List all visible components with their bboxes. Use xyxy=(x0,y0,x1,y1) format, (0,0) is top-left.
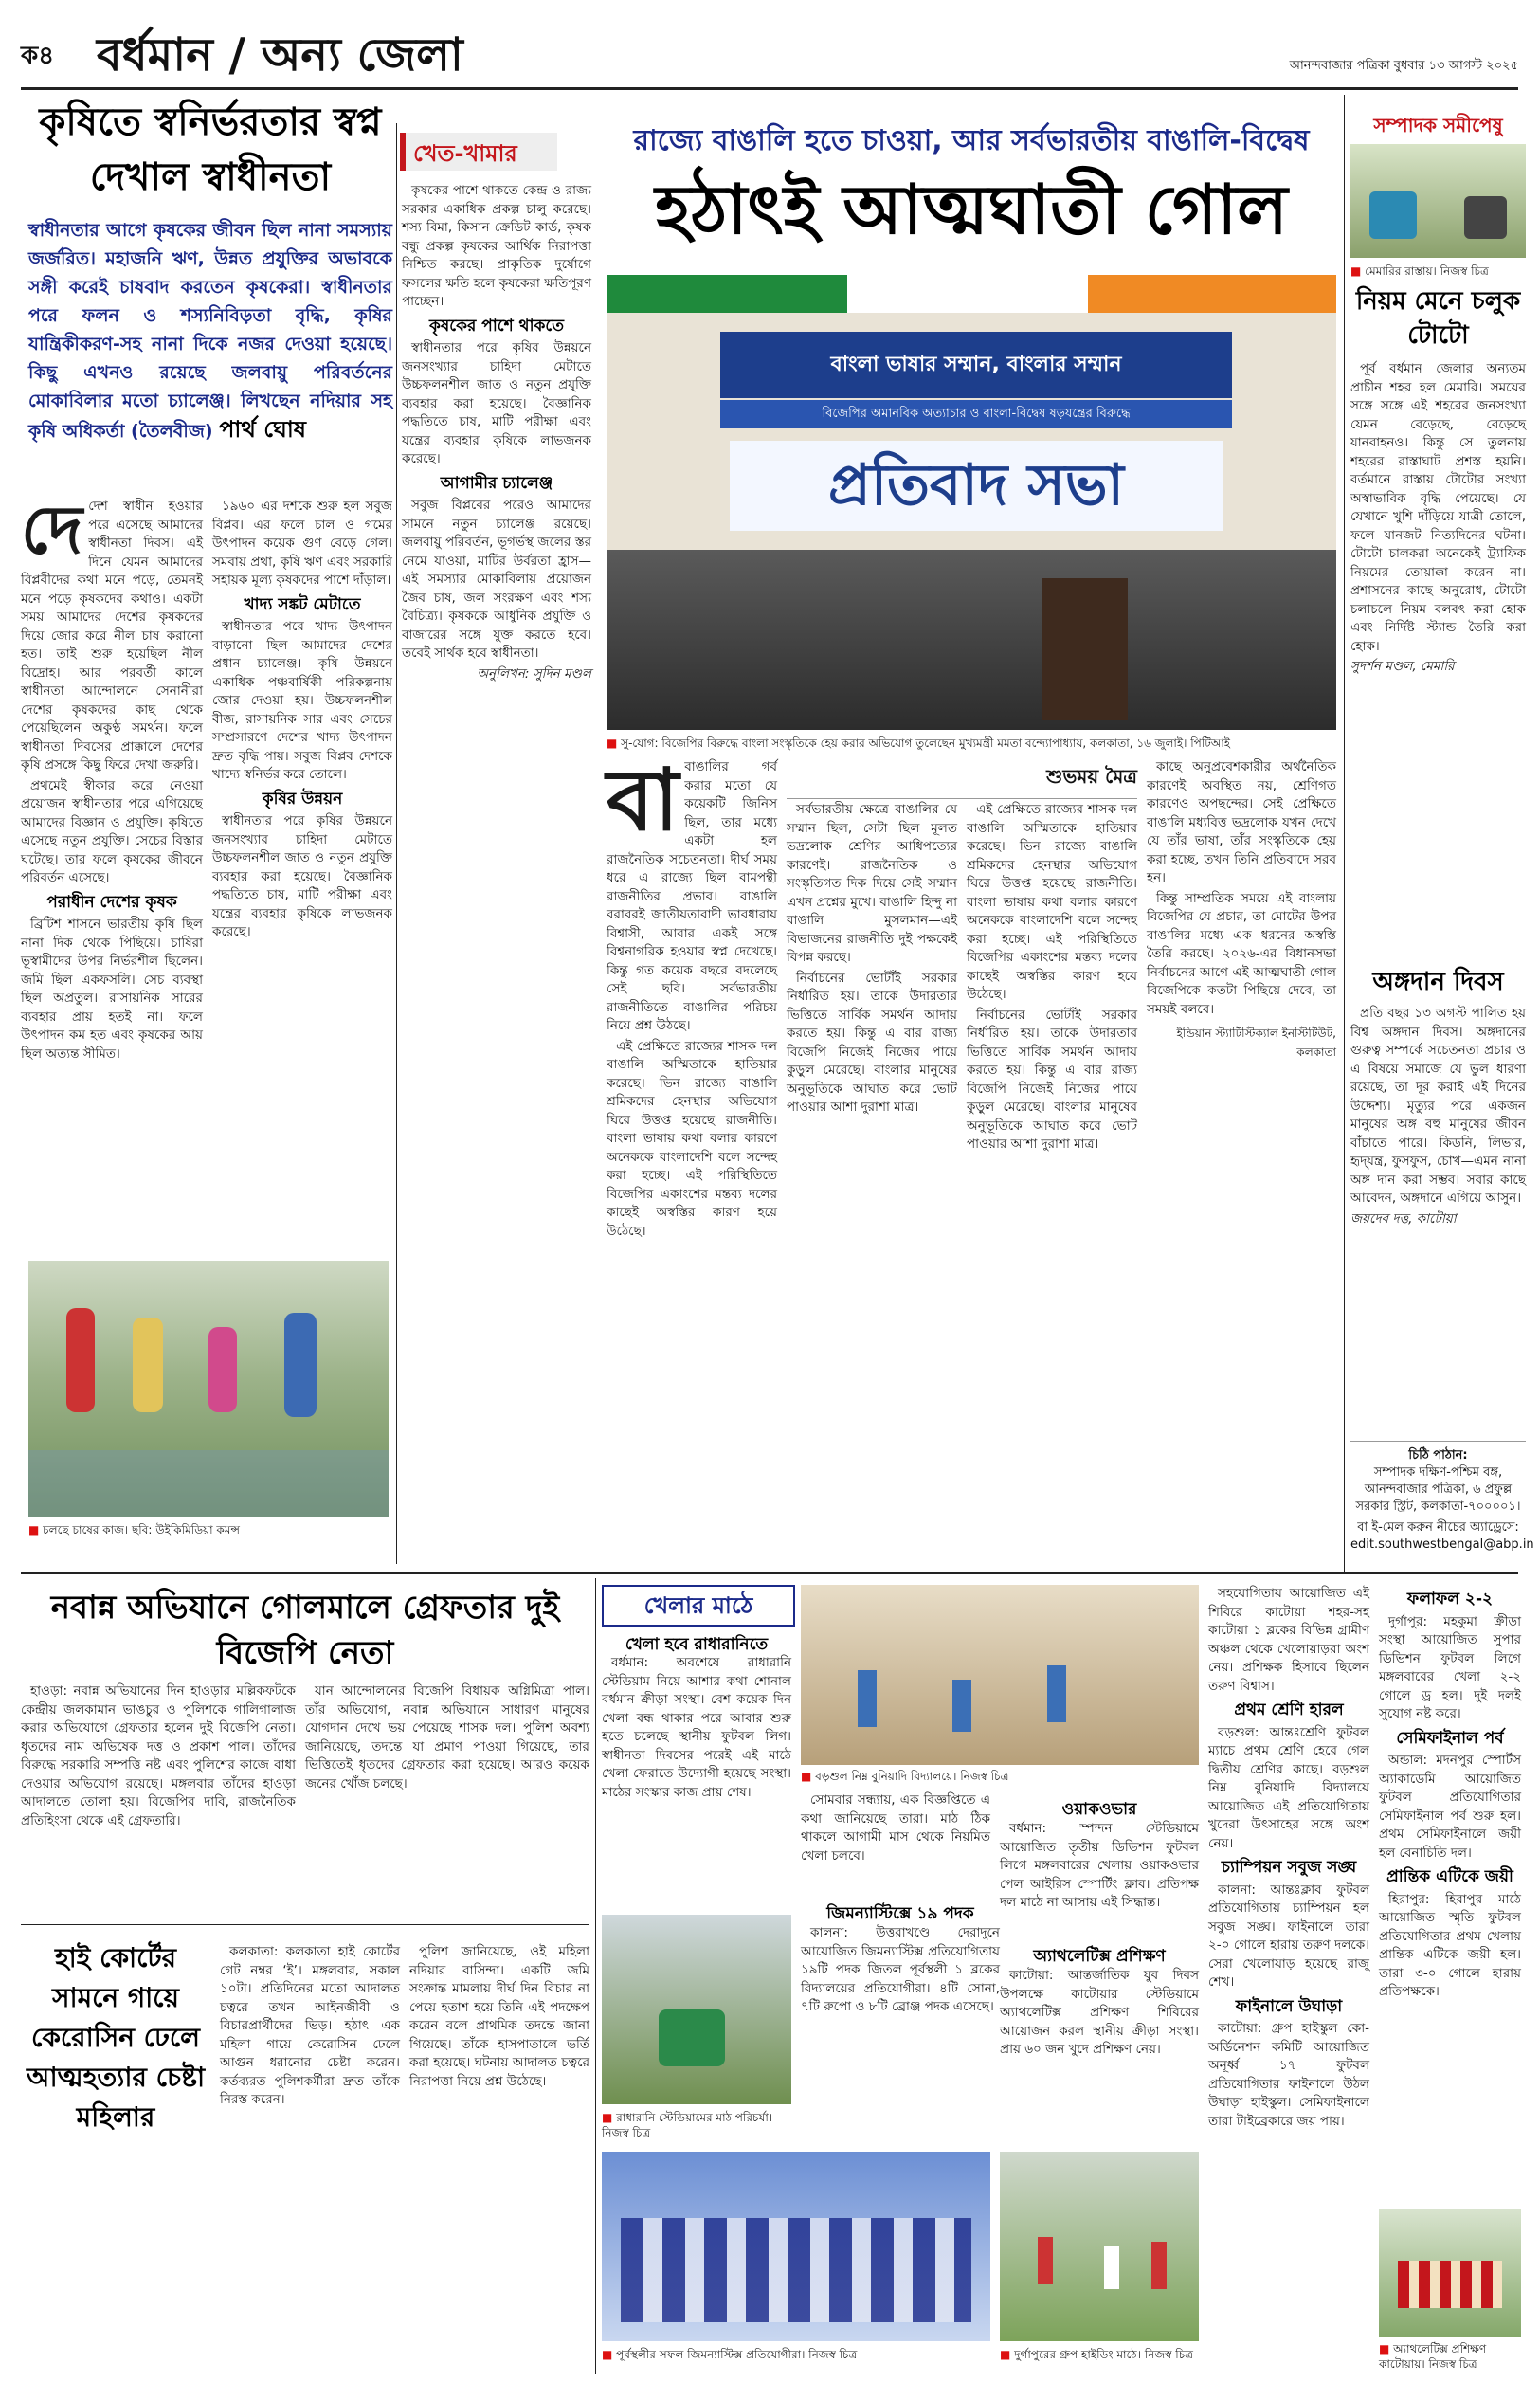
sidebar-rule xyxy=(1344,95,1345,1573)
school-football-photo xyxy=(801,1585,1199,1765)
athletics-caption: ■ অ্যাথলেটিক্স প্রশিক্ষণ কাটোয়ায়। নিজস্ব চিত্র xyxy=(1379,2341,1521,2372)
top-story-kicker: রাজ্যে বাঙালি হতে চাওয়া, আর সর্বভারতীয় বাঙালি-বিদ্বেষ xyxy=(633,124,1310,157)
sports-sub6: চ্যাম্পিয়ন সবুজ সঙ্ঘ xyxy=(1221,1858,1357,1877)
sports-col1: বর্ধমান: অবশেষে রাধারানি স্টেডিয়াম নিয়ে আশার কথা শোনাল বর্ধমান ক্রীড়া সংস্থা। বেশ কয়েক দিন খেলা বন্ধ থাকার পরে আবার শুরু হতে চলেছে স্থানীয় ফুটবল লিগ। স্বাধীনতা দিবসের পরেই এই মাঠে খেলা ফেরাতে উদ্যোগী হয়েছে সংস্থা। মাঠের সংস্কার কাজ প্রায় শেষ। xyxy=(602,1655,791,1800)
gymnastics-caption: ■ পূর্বস্থলীর সফল জিমন্যাস্টিক্স প্রতিযোগীরা। নিজস্ব চিত্র xyxy=(602,2347,990,2362)
sub-khadyo: খাদ্য সঙ্কট মেটাতে xyxy=(244,594,361,614)
banner-sub: বিজেপির অমানবিক অত্যাচার ও বাংলা-বিদ্বেষ ষড়যন্ত্রের বিরুদ্ধে xyxy=(720,400,1232,428)
address-body: সম্পাদক দক্ষিণ-পশ্চিম বঙ্গ, আনন্দবাজার পত্রিকা, ৬ প্রফুল্ল সরকার স্ট্রিট, কলকাতা-৭০০০০১। xyxy=(1355,1465,1521,1514)
top-story-author: শুভময় মৈত্র xyxy=(787,763,1137,799)
kerosene-col1: কলকাতা: কলকাতা হাই কোর্টের গেট নম্বর ‘ই’। মঙ্গলবার, সকাল ১০টা। প্রতিদিনের মতো আদালত চত্বরে তখন আইনজীবী ও বিচারপ্রার্থীদের ভিড়। হঠাৎ এক মহিলা গায়ে কেরোসিন ঢেলে আগুন ধরানোর চেষ্টা করেন। কর্তব্যরত পুলিশকর্মীরা দ্রুত তাঁকে নিরস্ত করেন। xyxy=(220,1944,400,2107)
column-label: খেত-খামার xyxy=(400,133,557,171)
sports-sub3: ওয়াকওভার xyxy=(1061,1800,1137,1819)
stadium-photo xyxy=(602,1915,791,2104)
letter1-body: পূর্ব বর্ধমান জেলার অন্যতম প্রাচীন শহর হল মেমারি। সময়ের সঙ্গে সঙ্গে এই শহরের জনসংখ্যা যেমন বেড়েছে, বেড়েছে যানবাহনও। কিন্তু সে তুলনায় শহরের রাস্তাঘাট প্রশস্ত হয়নি। বর্তমানে রাস্তায় টোটোর সংখ্যা অস্বাভাবিক বৃদ্ধি পেয়েছে। যে যেখানে খুশি দাঁড়িয়ে যাত্রী তোলে, ফলে যানজট নিত্যদিনের ঘটনা। টোটো চালকরা অনেকেই ট্র্যাফিক নিয়মের তোয়াক্কা করেন না। প্রশাসনের কাছে অনুরোধ, টোটো চলাচলে নিয়ম বলবৎ করা হোক এবং নির্দিষ্ট স্ট্যান্ড তৈরি করা হোক। সুদর্শন মণ্ডল, মেমারি xyxy=(1350,360,1526,677)
sports-col2: সোমবার সন্ধ্যায়, এক বিজ্ঞপ্তিতে এ কথা জানিয়েছে তারা। মাঠ ঠিক থাকলে আগামী মাস থেকে নিয়মিত খেলা চলবে। xyxy=(801,1792,990,1864)
mid-rule xyxy=(21,1572,1518,1574)
sports-sub7: ফাইনালে উঘাড়া xyxy=(1235,1996,1343,2016)
section-title: বর্ধমান / অন্য জেলা xyxy=(97,28,463,82)
toto-caption: ■ মেমারির রাস্তায়। নিজস্ব চিত্র xyxy=(1350,264,1526,279)
top-story-headline: হঠাৎই আত্মঘাতী গোল xyxy=(655,169,1288,249)
paper-date: আনন্দবাজার পত্রিকা বুধবার ১৩ আগস্ট ২০২৫ xyxy=(1289,59,1518,73)
arrest-col1: হাওড়া: নবান্ন অভিযানের দিন হাওড়ার মল্লিকফটকে কেন্দ্রীয় জলকামান ভাঙচুর ও পুলিশকে গালিগালাজ করার অভিযোগে গ্রেফতার হলেন দুই বিজেপি নেতা। ধৃতদের নাম অভিষেক দত্ত ও প্রকাশ পাল। তাঁদের বিরুদ্ধে সরকারি সম্পত্তি নষ্ট এবং পুলিশের কাজে বাধা দেওয়ার অভিযোগ রয়েছে। মঙ্গলবার তাঁদের হাওড়া আদালতে তোলা হয়। বিজেপির দাবি, রাজনৈতিক প্রতিহিংসা থেকে এই গ্রেফতারি। xyxy=(21,1683,296,1828)
banner-main: প্রতিবাদ সভা xyxy=(730,441,1223,531)
durgapur-caption: ■ দুর্গাপুরের গ্রুপ হাইডিং মাঠে। নিজস্ব চিত্র xyxy=(1000,2347,1199,2362)
lead-body-col1: দেদেশ স্বাধীন হওয়ার পরে এসেছে আমাদের স্বাধীনতা দিবস। এই দিনে যেমন আমাদের বিপ্লবীদের কথা মনে পড়ে, তেমনই মনে পড়ে কৃষকদের কথাও। একটা সময় আমাদের দেশের কৃষকদের দিয়ে জোর করে নীল চাষ করানো হত। তাই শুরু হয়েছিল নীল বিদ্রোহ। আর পরবর্তী কালে স্বাধীনতা আন্দোলনে সেনানীরা দেশের কৃষকদের কাছ থেকে পেয়েছিলেন অকুণ্ঠ সমর্থন। ফলে স্বাধীনতা দিবসের প্রাক্কালে দেশের কৃষি প্রসঙ্গে কিছু ফিরে দেখা জরুরি। প্রথমেই স্বীকার করে নেওয়া প্রয়োজন স্বাধীনতার পরে এগিয়েছে আমাদের বিজ্ঞান ও প্রযুক্তি। কৃষিতে এসেছে নতুন প্রযুক্তি। সেচের বিস্তার ঘটেছে। তার ফলে কৃষকের জীবনে পরিবর্তন এসেছে। পরাধীন দেশের কৃষক ব্রিটিশ শাসনে ভারতীয় কৃষি ছিল নানা দিক থেকে পিছিয়ে। চাষিরা ভূস্বামীদের উপর নির্ভরশীল ছিলেন। জমি ছিল একফসলি। সেচ ব্যবস্থা ছিল অপ্রতুল। রাসায়নিক সারের ব্যবহার প্রায় হতই না। ফলে উৎপাদন কম হত এবং কৃষকের আয় ছিল অত্যন্ত সীমিত। xyxy=(21,490,203,1062)
sports-col5: ফলাফল ২-২ দুর্গাপুর: মহকুমা ক্রীড়া সংস্থা আয়োজিত সুপার ডিভিশন ফুটবল লিগে মঙ্গলবারের খেলা ২-২ গোলে ড্র হল। দুই দলই সুযোগ নষ্ট করে। সেমিফাইনাল পর্ব অন্ডাল: মদনপুর স্পোর্টস অ্যাকাডেমি আয়োজিত ফুটবল প্রতিযোগিতার সেমিফাইনাল পর্ব শুরু হল। প্রথম সেমিফাইনালে জয়ী হল বেনাচিতি দল। প্রান্তিক এটিকে জয়ী হিরাপুর: হিরাপুর মাঠে আয়োজিত স্মৃতি ফুটবল প্রতিযোগিতার প্রথম খেলায় প্রান্তিক এটিকে জয়ী হল। তারা ৩-০ গোলে হারায় প্রতিপক্ষকে। xyxy=(1379,1590,1521,1999)
address-box xyxy=(1350,1441,1534,1554)
sports-col5-sub3: প্রান্তিক এটিকে জয়ী xyxy=(1386,1867,1513,1886)
sports-col5-sub2: সেমিফাইনাল পর্ব xyxy=(1396,1728,1504,1748)
gymnastics-photo xyxy=(602,2152,990,2341)
letter1-sign: সুদর্শন মণ্ডল, মেমারি xyxy=(1350,659,1455,674)
letter2-sign: জয়দেব দত্ত, কাটোয়া xyxy=(1350,1210,1457,1227)
durgapur-photo xyxy=(1000,2152,1199,2341)
masthead-rule xyxy=(21,87,1518,90)
sub-krishi-unnayan: কৃষির উন্নয়ন xyxy=(262,789,343,809)
address-title: চিঠি পাঠান: xyxy=(1408,1448,1468,1463)
sports-col3b: কাটোয়া: আন্তর্জাতিক যুব দিবস উপলক্ষে কাটোয়ার স্টেডিয়ামে অ্যাথলেটিক্স প্রশিক্ষণ শিবিরের আয়োজন করল স্থানীয় ক্রীড়া সংস্থা। প্রায় ৬০ জন খুদে প্রশিক্ষণ নেয়। xyxy=(1000,1968,1199,2057)
lead-author: পার্থ ঘোষ xyxy=(219,416,307,443)
sports-label: খেলার মাঠে xyxy=(602,1585,795,1627)
letter2-title: অঙ্গদান দিবস xyxy=(1372,968,1504,996)
lead-headline: কৃষিতে স্বনির্ভরতার স্বপ্ন দেখাল স্বাধীনতা xyxy=(39,100,382,199)
top-story-col2: সর্বভারতীয় ক্ষেত্রে বাঙালির যে সম্মান ছিল, সেটা ছিল মূলত ভদ্রলোক শ্রেণির আধিপত্যের কারণেই। রাজনৈতিক ও সংস্কৃতিগত দিক দিয়ে সেই সম্মান এখন প্রশ্নের মুখে। বাঙালি হিন্দু না বাঙালি মুসলমান—এই বিভাজনের রাজনীতি দুই পক্ষকেই বিপন্ন করছে। নির্বাচনের ভোটাঁই সরকার নির্ধারিত হয়। তাকে উদারতার ভিত্তিতে সার্বিক সমর্থন আদায় করতে হয়। কিন্তু এ বার রাজ্য বিজেপি নিজেই নিজের পায়ে কুড়ুল মেরেছে। বাংলার মানুষের অনুভূতিকে আঘাত করে ভোট পাওয়ার আশা দুরাশা মাত্র। xyxy=(787,802,957,1115)
kerosene-col2: পুলিশ জানিয়েছে, ওই মহিলা নদিয়ার বাসিন্দা। একটি জমি সংক্রান্ত মামলায় দীর্ঘ দিন বিচার না পেয়ে হতাশ হয়ে তিনি এই পদক্ষেপ করেন বলে প্রাথমিক তদন্তে জানা গিয়েছে। তাঁকে হাসপাতালে ভর্তি করা হয়েছে। ঘটনায় আদালত চত্বরে নিরাপত্তা নিয়ে প্রশ্ন উঠেছে। xyxy=(409,1944,589,2089)
sub-paradhin: পরাধীন দেশের কৃষক xyxy=(46,892,177,912)
rally-caption: ■ সু-যোগ: বিজেপির বিরুদ্ধে বাংলা সংস্কৃতিকে হেয় করার অভিযোগ তুলেছেন মুখ্যমন্ত্রী মমতা বন্দ্যোপাধ্যায়, কলকাতা, ১৬ জুলাই। পিটিআই xyxy=(607,736,1336,751)
school-football-caption: ■ বড়শুল নিম্ন বুনিয়াদি বিদ্যালয়ে। নিজস্ব চিত্র xyxy=(801,1769,1199,1784)
top-story-col1: বাবাঙালির গর্ব করার মতো যে কয়েকটি জিনিস ছিল, তার মধ্যে একটা হল রাজনৈতিক সচেতনতা। দীর্ঘ সময় ধরে এ রাজ্যে ছিল বামপন্থী রাজনীতির প্রভাব। বাঙালি বরাবরই জাতীয়তাবাদী ভাবধারায় বিশ্বাসী, আবার একই সঙ্গে বিশ্বনাগরিক হওয়ার স্বপ্ন দেখেছে। কিন্তু গত কয়েক বছরে বদলেছে সেই ছবি। সর্বভারতীয় রাজনীতিতে বাঙালির পরিচয় নিয়ে প্রশ্ন উঠছে। এই প্রেক্ষিতে রাজ্যের শাসক দল বাঙালি অস্মিতাকে হাতিয়ার করেছে। ভিন রাজ্যে বাঙালি শ্রমিকদের হেনস্থার অভিযোগ ঘিরে উত্তপ্ত হয়েছে রাজনীতি। বাংলা ভাষায় কথা বলার কারণে অনেককে বাংলাদেশি বলে সন্দেহ করা হচ্ছে। এই পরিস্থিতিতে বিজেপির একাংশের মন্তব্য দলের কাছেই অস্বস্তির কারণ হয়ে উঠেছে। xyxy=(607,750,777,1239)
sports-col4: সহযোগিতায় আয়োজিত এই শিবিরে কাটোয়া শহর-সহ কাটোয়া ১ ব্লকের বিভিন্ন গ্রামীণ অঞ্চল থেকে খেলোয়াড়রা অংশ নেয়। প্রশিক্ষক হিসাবে ছিলেন তরুণ বিশ্বাস। প্রথম শ্রেণি হারল বড়শুল: আন্তঃশ্রেণি ফুটবল ম্যাচে প্রথম শ্রেণি হেরে গেল দ্বিতীয় শ্রেণির কাছে। বড়শুল নিম্ন বুনিয়াদি বিদ্যালয়ে আয়োজিত এই প্রতিযোগিতায় খুদেরা উৎসাহের সঙ্গে অংশ নেয়। চ্যাম্পিয়ন সবুজ সঙ্ঘ কালনা: আন্তঃক্লাব ফুটবল প্রতিযোগিতায় চ্যাম্পিয়ন হল সবুজ সঙ্ঘ। ফাইনালে তারা ২-০ গোলে হারায় তরুণ দলকে। সেরা খেলোয়াড় হয়েছে রাজু শেখ। ফাইনালে উঘাড়া কাটোয়া: গ্রুপ হাইস্কুল কো-অর্ডিনেশন কমিটি আয়োজিত অনূর্ধ্ব ১৭ ফুটবল প্রতিযোগিতার ফাইনালে উঠল উঘাড়া হাইস্কুল। সেমিফাইনালে তারা টাইব্রেকারে জয় পায়। xyxy=(1208,1586,1369,2129)
bl-rule xyxy=(21,1924,589,1925)
lead-intro: স্বাধীনতার আগে কৃষকের জীবন ছিল নানা সমস্যায় জর্জরিত। মহাজনি ঋণ, উন্নত প্রযুক্তির অভাবকে সঙ্গী করেই চাষবাদ করতেন কৃষকেরা। স্বাধীনতার পরে ফলন ও শস্যনিবিড়তা বৃদ্ধি, কৃষির যান্ত্রিকীকরণ-সহ নানা দিকে নজর দেওয়া হয়েছে। কিছু এখনও রয়েছে জলবায়ু পরিবর্তনের মোকাবিলার মতো চ্যালেঞ্জ। লিখছেন নদিয়ার সহ কৃষি অধিকর্তা (তৈলবীজ) পার্থ ঘোষ xyxy=(28,220,392,443)
paddy-caption: ■ চলছে চাষের কাজ। ছবি: উইকিমিডিয়া কমন্স xyxy=(28,1522,389,1537)
lead-body-col2: ১৯৬০ এর দশকে শুরু হল সবুজ বিপ্লব। এর ফলে চাল ও গমের উৎপাদন কয়েক গুণ বেড়ে গেল। সমবায় প্রথা, কৃষি ঋণ এবং সরকারি সহায়ক মূল্য কৃষকদের পাশে দাঁড়াল। খাদ্য সঙ্কট মেটাতে স্বাধীনতার পরে খাদ্য উৎপাদন বাড়ানো ছিল আমাদের দেশের প্রধান চ্যালেঞ্জ। কৃষি উন্নয়নে একাধিক পঞ্চবার্ষিকী পরিকল্পনায় জোর দেওয়া হয়। উচ্চফলনশীল বীজ, রাসায়নিক সার এবং সেচের সম্প্রসারণে দেশের খাদ্য উৎপাদন দ্রুত বৃদ্ধি পায়। সবুজ বিপ্লব দেশকে খাদ্যে স্বনির্ভর করে তোলে। কৃষির উন্নয়ন স্বাধীনতার পরে কৃষির উন্নয়নে জনসংখ্যার চাহিদা মেটাতে উচ্চফলনশীল জাত ও নতুন প্রযুক্তি ব্যবহার করা হয়েছে। বৈজ্ঞানিক পদ্ধতিতে চাষ, মাটি পরীক্ষা এবং যন্ত্রের ব্যবহার কৃষিকে লাভজনক করেছে। xyxy=(212,499,392,939)
sports-col3a: বর্ধমান: স্পন্দন স্টেডিয়ামে আয়োজিত তৃতীয় ডিভিশন ফুটবল লিগে মঙ্গলবারের খেলায় ওয়াকওভার পেল আইরিস স্পোর্টিং ক্লাব। প্রতিপক্ষ দল মাঠে না আসায় এই সিদ্ধান্ত। xyxy=(1000,1821,1199,1910)
sports-rule xyxy=(595,1578,596,2374)
sports-sub4: অ্যাথলেটিক্স প্রশিক্ষণ xyxy=(1033,1947,1166,1966)
banner-top: বাংলা ভাষার সম্মান, বাংলার সম্মান xyxy=(720,332,1232,398)
arrest-headline: নবান্ন অভিযানে গোলমালে গ্রেফতার দুই বিজেপি নেতা xyxy=(50,1589,560,1672)
top-story-col3: এই প্রেক্ষিতে রাজ্যের শাসক দল বাঙালি অস্মিতাকে হাতিয়ার করেছে। ভিন রাজ্যে বাঙালি শ্রমিকদের হেনস্থার অভিযোগ ঘিরে উত্তপ্ত হয়েছে রাজনীতি। বাংলা ভাষায় কথা বলার কারণে অনেককে বাংলাদেশি বলে সন্দেহ করা হচ্ছে। এই পরিস্থিতিতে বিজেপির একাংশের মন্তব্য দলের কাছেই অস্বস্তির কারণ হয়ে উঠেছে। নির্বাচনের ভোটাঁই সরকার নির্ধারিত হয়। তাকে উদারতার ভিত্তিতে সার্বিক সমর্থন আদায় করতে হয়। কিন্তু এ বার রাজ্য বিজেপি নিজেই নিজের পায়ে কুড়ুল মেরেছে। বাংলার মানুষের অনুভূতিকে আঘাত করে ভোট পাওয়ার আশা দুরাশা মাত্র। xyxy=(967,802,1137,1152)
top-story-col4: কাছে অনুপ্রবেশকারীর অর্থনৈতিক কারণেই অবস্থিত নয়, শ্রেণিগত কারণেও অপছন্দের। সেই প্রেক্ষিতে বাঙালি মধ্যবিত্ত ভদ্রলোক যখন দেখে যে তাঁর ভাষা, তাঁর সংস্কৃতিকে হেয় করা হচ্ছে, তখন তিনি প্রতিবাদে সরব হন। কিন্তু সাম্প্রতিক সময়ে এই বাংলায় বিজেপির যে প্রচার, তা মোটের উপর বাঙালির মধ্যে এক ধরনের অস্বস্তি তৈরি করছে। ২০২৬-এর বিধানসভা নির্বাচনের আগে এই আত্মঘাতী গোল বিজেপিকে কতটা পিছিয়ে দেবে, তা সময়ই বলবে। ইন্ডিয়ান স্ট্যাটিস্টিক্যাল ইনস্টিটিউট, কলকাতা xyxy=(1147,758,1336,1062)
author-affiliation: ইন্ডিয়ান স্ট্যাটিস্টিক্যাল ইনস্টিটিউট, কলকাতা xyxy=(1176,1027,1336,1059)
sports-col2b: কালনা: উত্তরাখণ্ডে দেরাদুনে আয়োজিত জিমন্যাস্টিক্স প্রতিযোগিতায় ১৯টি পদক জিতল পূর্বস্থলী ১ ব্লকের বিদ্যালয়ের প্রতিযোগীরা। ৪টি সোনা, ৭টি রুপো ও ৮টি ব্রোঞ্জ পদক এসেছে। xyxy=(801,1925,1000,2014)
kerosene-headline: হাই কোর্টের সামনে গায়ে কেরোসিন ঢেলে আত্মহত্যার চেষ্টা মহিলার xyxy=(26,1942,206,2133)
letter2-body: প্রতি বছর ১৩ অগস্ট পালিত হয় বিশ্ব অঙ্গদান দিবস। অঙ্গদানের গুরুত্ব সম্পর্কে সচেতনতা প্রচার ও এ বিষয়ে সমাজে যে ভুল ধারণা রয়েছে, তা দূর করাই এই দিনের উদ্দেশ্য। মৃত্যুর পরে একজন মানুষের অঙ্গ বহু মানুষের জীবন বাঁচাতে পারে। কিডনি, লিভার, হৃদ্‌যন্ত্র, ফুসফুস, চোখ—এমন নানা অঙ্গ দান করা সম্ভব। সবার কাছে আবেদন, অঙ্গদানে এগিয়ে আসুন। জয়দেব দত্ত, কাটোয়া xyxy=(1350,1005,1526,1228)
sports-sub2: জিমন্যাস্টিক্সে ১৯ পদক xyxy=(826,1904,974,1923)
letter1-title: নিয়ম মেনে চলুক টোটো xyxy=(1355,287,1521,350)
email-line[interactable]: বা ই-মেল করুন নীচের অ্যাড্রেসে: edit.southwestbengal@abp.in xyxy=(1350,1520,1534,1552)
lead-body-col3: কৃষকের পাশে থাকতে কেন্দ্র ও রাজ্য সরকার একাধিক প্রকল্প চালু করেছে। শস্য বিমা, কিসান ক্রেডিট কার্ড, কৃষক বন্ধু প্রকল্প কৃষকের আর্থিক নিরাপত্তা নিশ্চিত করছে। প্রাকৃতিক দুর্যোগে ফসলের ক্ষতি হলে কৃষকেরা ক্ষতিপূরণ পাচ্ছেন। কৃষকের পাশে থাকতে স্বাধীনতার পরে কৃষির উন্নয়নে জনসংখ্যার চাহিদা মেটাতে উচ্চফলনশীল জাত ও নতুন প্রযুক্তি ব্যবহার করা হয়েছে। বৈজ্ঞানিক পদ্ধতিতে চাষ, মাটি পরীক্ষা এবং যন্ত্রের ব্যবহার কৃষিকে লাভজনক করেছে। আগামীর চ্যালেঞ্জ সবুজ বিপ্লবের পরেও আমাদের সামনে নতুন চ্যালেঞ্জ রয়েছে। জলবায়ু পরিবর্তন, ভূগর্ভস্থ জলের স্তর নেমে যাওয়া, মাটির উর্বরতা হ্রাস—এই সমস্যার মোকাবিলায় প্রয়োজন জৈব চাষ, জল সংরক্ষণ এবং শস্য বৈচিত্র্য। কৃষককে আধুনিক প্রযুক্তি ও বাজারের সঙ্গে যুক্ত করতে হবে। তবেই সার্থক হবে স্বাধীনতা। অনুলিখন: সুদিন মণ্ডল xyxy=(402,182,591,683)
stadium-caption: ■ রাধারানি স্টেডিয়ামের মাঠ পরিচর্যা। নিজস্ব চিত্র xyxy=(602,2110,791,2140)
athletics-photo xyxy=(1379,2209,1521,2337)
toto-photo xyxy=(1350,144,1526,258)
sports-col5-sub1: ফলাফল ২-২ xyxy=(1406,1590,1494,1609)
col-rule xyxy=(396,123,397,1564)
lead-signoff: অনুলিখন: সুদিন মণ্ডল xyxy=(477,665,591,682)
sports-sub1: খেলা হবে রাধারানিতে xyxy=(625,1635,769,1654)
rally-photo xyxy=(607,275,1336,730)
arrest-col2: যান আন্দোলনের বিজেপি বিধায়ক অগ্নিমিত্রা পাল। তাঁর অভিযোগ, নবান্ন অভিযানে সাধারণ মানুষের যোগদান দেখে ভয় পেয়েছে শাসক দল। পুলিশ অবশ্য জানিয়েছে, তদন্তে যা প্রমাণ পাওয়া গিয়েছে, তার ভিত্তিতেই ধৃতদের গ্রেফতার করা হয়েছে। আরও কয়েক জনের খোঁজ চলছে। xyxy=(305,1683,589,1791)
sub-agamir: আগামীর চ্যালেঞ্জ xyxy=(440,473,553,493)
page-number: ক৪ xyxy=(21,42,55,70)
sports-sub5: প্রথম শ্রেণি হারল xyxy=(1234,1700,1344,1719)
sidebar-label: সম্পাদক সমীপেষু xyxy=(1373,114,1503,136)
masthead xyxy=(21,17,1518,83)
sub-krishak: কৃষকের পাশে থাকতে xyxy=(429,316,564,336)
paddy-photo xyxy=(28,1261,389,1517)
